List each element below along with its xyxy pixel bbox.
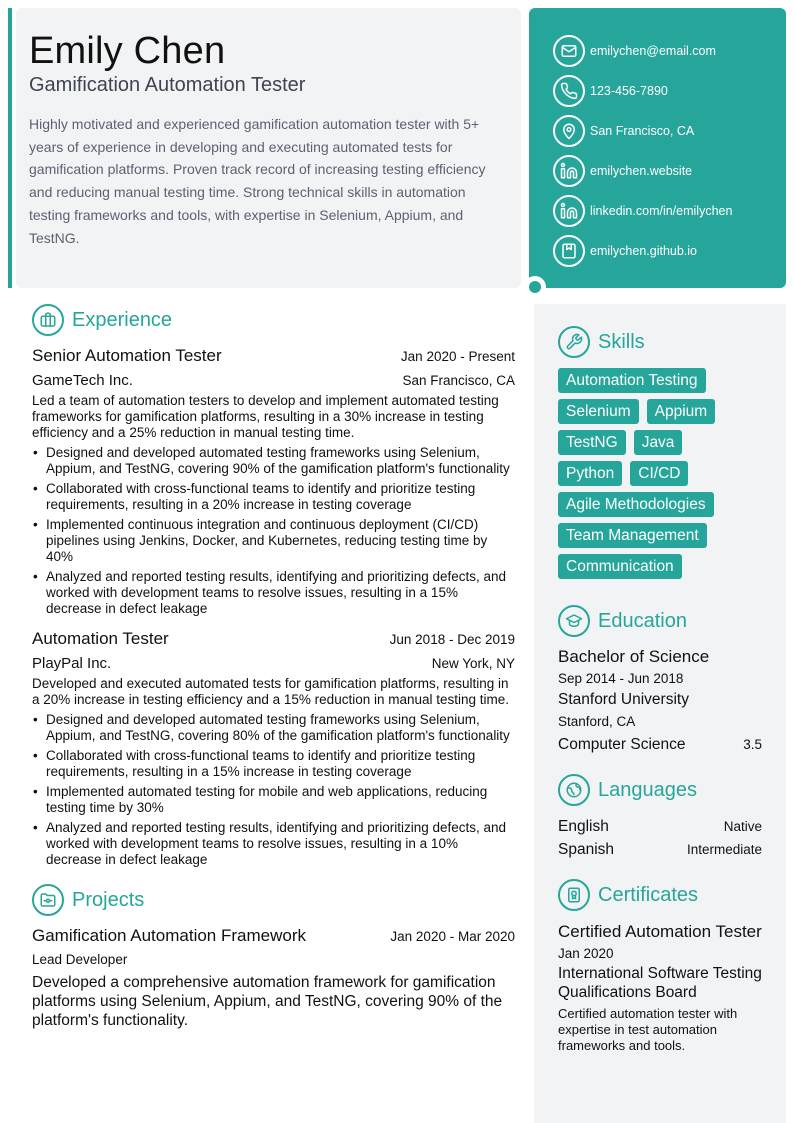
skills-list	[558, 368, 762, 585]
job-description: Developed and executed automated tests for gamification platforms, resulting in a 20% increase in testing efficiency and a 15% reduction in manual testing time.	[32, 676, 510, 707]
job-bullet: • Collaborated with cross-functional teams to identify and prioritize testing requirements, resulting in a 15% increase in testing coverage	[32, 748, 515, 780]
education-heading	[558, 605, 762, 637]
edu-gpa: 3.5	[743, 737, 762, 752]
skills-heading	[558, 326, 762, 358]
job-bullet: • Analyzed and reported testing results, identifying and prioritizing defects, and worked with development teams to resolve issues, resulting in a 15% decrease in defect leakage	[32, 569, 515, 617]
contact-website-text: emilychen.website	[590, 164, 693, 178]
contact-linkedin-text: linkedin.com/in/emilychen	[590, 204, 733, 218]
certificates-title: Certificates	[598, 883, 699, 906]
job-company: GameTech Inc.	[32, 372, 133, 389]
candidate-name: Emily Chen	[29, 30, 226, 72]
skills-title: Skills	[598, 330, 645, 353]
contact-portfolio-text: emilychen.github.io	[590, 244, 698, 258]
language-name: English	[558, 818, 609, 835]
job-bullets	[32, 445, 515, 617]
language-row	[558, 816, 762, 838]
certificates-heading	[558, 879, 762, 911]
job-location: San Francisco, CA	[402, 373, 515, 388]
edu-school: Stanford University	[558, 691, 689, 708]
job-location: New York, NY	[431, 656, 515, 671]
contact-phone[interactable]	[553, 71, 786, 111]
experience-title: Experience	[72, 308, 173, 331]
globe-icon	[558, 774, 590, 806]
job-bullet: • Designed and developed automated testing frameworks using Selenium, Appium, and TestNG, covering 90% of the gamification platform's functionality	[32, 445, 515, 477]
language-row	[558, 839, 762, 861]
summary: Highly motivated and experienced gamification automation tester with 5+ years of experience in developing and executing automated tests for gamification platforms. Proven track record of increasing testing efficiency and reducing manual testing time. Strong technical skills in automation testing frameworks and tools, with expertise in Selenium, Appium, and TestNG.	[29, 116, 486, 246]
job-title: Automation Tester	[32, 629, 169, 648]
skill-tag: Selenium	[558, 399, 639, 424]
wrench-icon	[558, 326, 590, 358]
skill-tag: Communication	[558, 554, 682, 579]
certificate-issuer: International Software Testing Qualifications Board	[558, 965, 762, 1001]
portfolio-icon	[553, 235, 585, 267]
contact-email-text: emilychen@email.com	[590, 44, 716, 58]
certificate-icon	[558, 879, 590, 911]
skill-tag: Automation Testing	[558, 368, 706, 393]
projects-title: Projects	[72, 888, 145, 911]
languages-heading	[558, 774, 762, 806]
job-bullet: • Designed and developed automated testing frameworks using Selenium, Appium, and TestNG, covering 80% of the gamification platform's functionality	[32, 712, 515, 744]
contact-panel	[529, 8, 786, 288]
project-dates: Jan 2020 - Mar 2020	[390, 929, 515, 944]
project-entry	[32, 926, 515, 1030]
projects-heading	[32, 884, 515, 916]
job-entry	[32, 346, 515, 617]
experience-heading	[32, 304, 515, 336]
job-bullet: • Implemented automated testing for mobile and web applications, reducing testing time by 30%	[32, 784, 515, 816]
email-icon	[553, 35, 585, 67]
edu-location: Stanford, CA	[558, 714, 636, 729]
education-title: Education	[598, 609, 687, 632]
graduation-cap-icon	[558, 605, 590, 637]
job-bullet: • Implemented continuous integration and continuous deployment (CI/CD) pipelines using Jenkins, Docker, and Kubernetes, reducing testing time by 40%	[32, 517, 515, 565]
project-role: Lead Developer	[32, 952, 128, 967]
linkedin-icon	[553, 195, 585, 227]
accent-bar	[8, 8, 12, 288]
job-entry	[32, 629, 515, 868]
folder-icon	[32, 884, 64, 916]
edu-field: Computer Science	[558, 736, 686, 753]
certificate-date: Jan 2020	[558, 946, 614, 961]
contact-email[interactable]	[553, 31, 786, 71]
skill-tag: Appium	[647, 399, 716, 424]
contact-linkedin[interactable]	[553, 191, 786, 231]
edu-dates: Sep 2014 - Jun 2018	[558, 671, 684, 686]
contact-portfolio[interactable]	[553, 231, 786, 271]
phone-icon	[553, 75, 585, 107]
job-bullets	[32, 712, 515, 868]
language-name: Spanish	[558, 841, 615, 858]
candidate-role: Gamification Automation Tester	[29, 74, 306, 96]
location-icon	[553, 115, 585, 147]
skill-tag: Python	[558, 461, 622, 486]
contact-location[interactable]	[553, 111, 786, 151]
job-company: PlayPal Inc.	[32, 655, 112, 672]
timeline-dot	[529, 281, 541, 293]
languages-title: Languages	[598, 778, 697, 801]
edu-degree: Bachelor of Science	[558, 647, 710, 666]
contact-website[interactable]	[553, 151, 786, 191]
certificate-title: Certified Automation Tester	[558, 922, 762, 941]
contact-location-text: San Francisco, CA	[590, 124, 695, 138]
job-title: Senior Automation Tester	[32, 346, 222, 365]
job-bullet: • Analyzed and reported testing results, identifying and prioritizing defects, and worked with development teams to resolve issues, resulting in a 10% decrease in defect leakage	[32, 820, 515, 868]
certificate-description: Certified automation tester with expertise in test automation frameworks and tools.	[558, 1006, 738, 1053]
language-level: Native	[723, 819, 762, 834]
job-description: Led a team of automation testers to develop and implement automated testing frameworks for gamification platforms, resulting in a 30% increase in testing efficiency and a 25% reduction in manual testing time.	[32, 393, 499, 440]
skill-tag: CI/CD	[630, 461, 688, 486]
skill-tag: Java	[634, 430, 683, 455]
skill-tag: Agile Methodologies	[558, 492, 714, 517]
briefcase-icon	[32, 304, 64, 336]
job-dates: Jan 2020 - Present	[400, 349, 515, 364]
skill-tag: TestNG	[558, 430, 626, 455]
contact-phone-text: 123-456-7890	[590, 84, 668, 98]
header	[16, 8, 521, 288]
linkedin-icon	[553, 155, 585, 187]
sidebar	[534, 304, 786, 1123]
job-bullet: • Collaborated with cross-functional teams to identify and prioritize testing requirements, resulting in a 20% increase in testing coverage	[32, 481, 515, 513]
main-column	[32, 304, 515, 1030]
language-level: Intermediate	[686, 842, 762, 857]
project-description: Developed a comprehensive automation framework for gamification platforms using Selenium, Appium, and TestNG, covering 90% of the platform's functionality.	[32, 974, 503, 1029]
skill-tag: Team Management	[558, 523, 707, 548]
project-title: Gamification Automation Framework	[32, 926, 306, 945]
job-dates: Jun 2018 - Dec 2019	[389, 632, 515, 647]
